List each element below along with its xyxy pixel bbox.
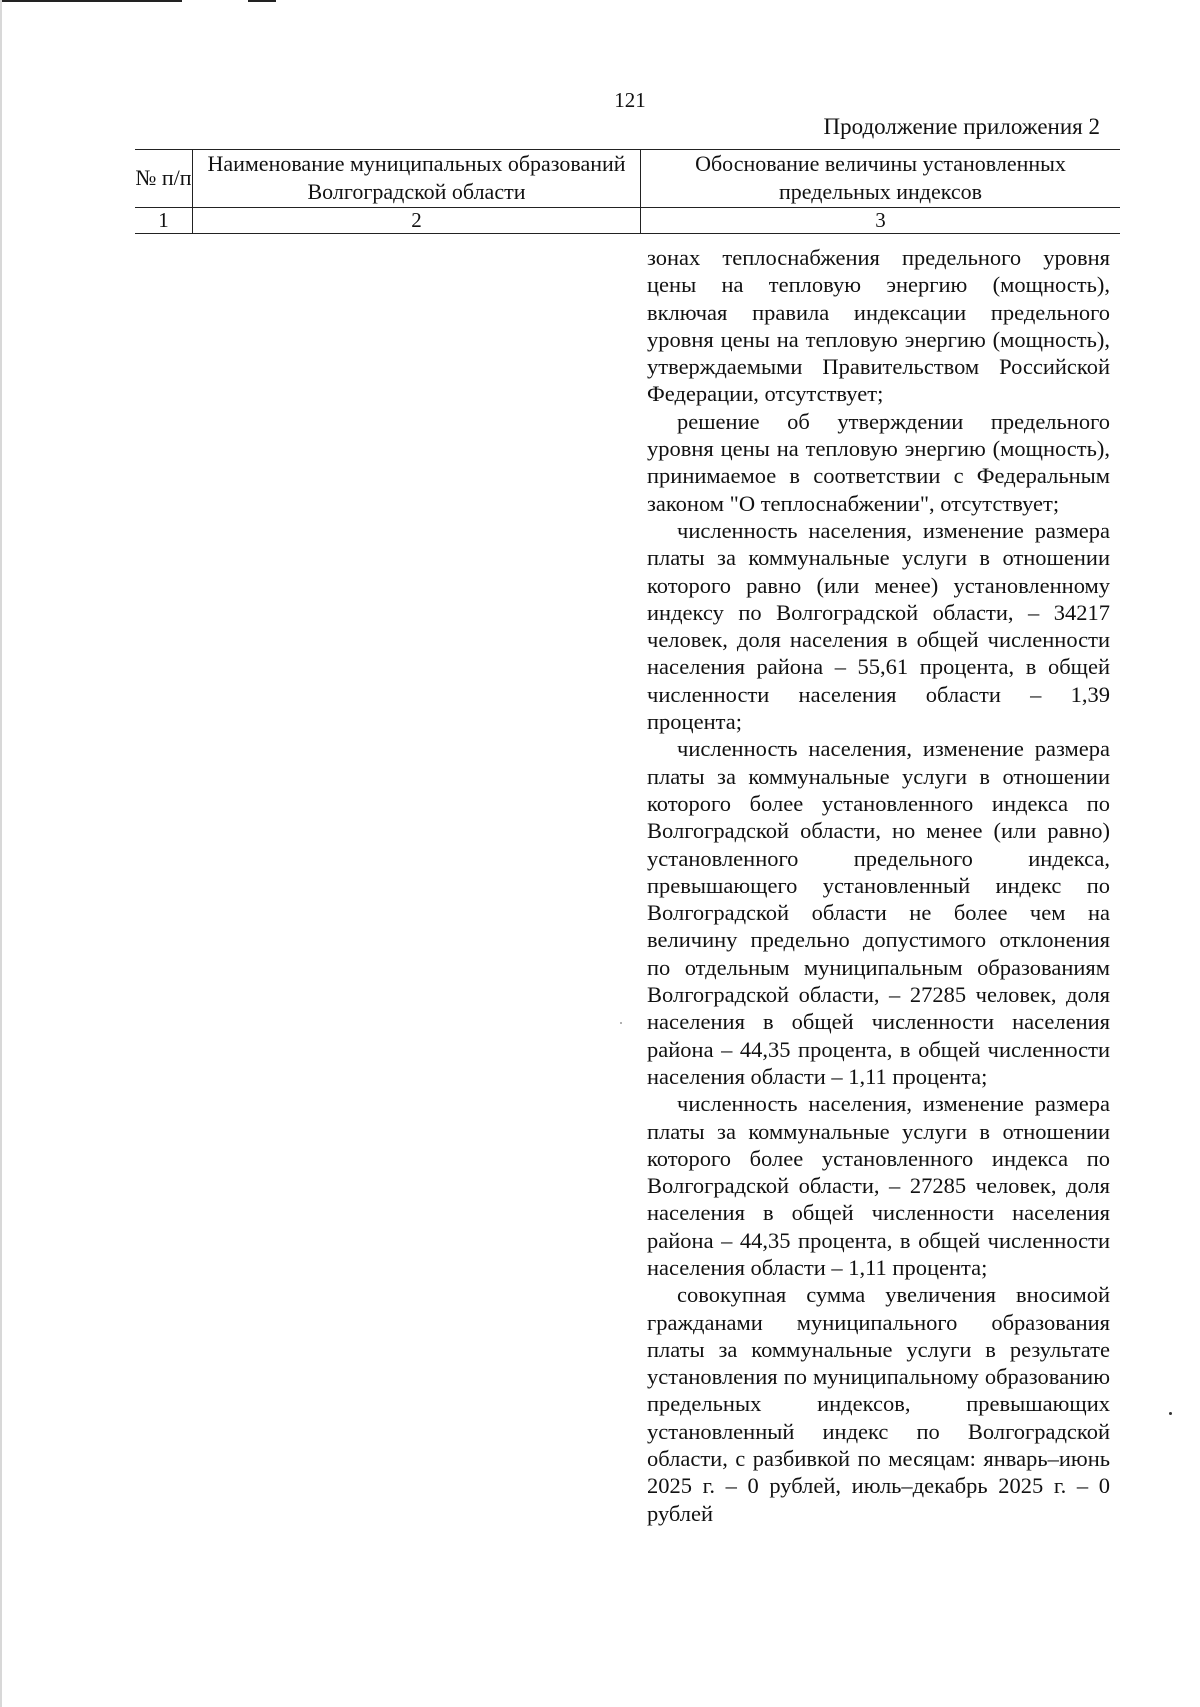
table-rule-numbers bbox=[135, 233, 1120, 234]
paragraph: численность населения, изменение размера платы за коммунальные услуги в отношении которого равно (или менее) установленному индексу по Волгоградской области, – 34217 человек, доля населения в общей численности населения района – 55,61 процента, в общей численности населения области – 1,39 процента; bbox=[647, 517, 1110, 735]
paragraph: зонах теплоснабжения предельного уровня цены на тепловую энергию (мощность), включая правила индексации предельного уровня цены на тепловую энергию (мощность), утверждаемыми Правительством Российской Федерации, отсутствует; bbox=[647, 245, 1110, 407]
paragraph: численность населения, изменение размера платы за коммунальные услуги в отношении которого более установленного индекса по Волгоградской области, но менее (или равно) установленного предельного индекса, превышающего установленный индекс по Волгоградской области не более чем на величину предельно допустимого отклонения по отдельным муниципальным образованиям Волгоградской области, – 27285 человек, доля населения в общей численности населения района – 44,35 процента, в общей численности населения области – 1,11 процента; bbox=[647, 736, 1110, 1089]
paragraph: совокупная сумма увеличения вносимой гражданами муниципального образования платы за коммунальные услуги в результате установления по муниципальному образованию предельных индексов, превышающих установленный индекс по Волгоградской области, с разбивкой по месяцам: январь–июнь 2025 г. – 0 рублей, июль–декабрь 2025 г. – 0 рублей bbox=[647, 1282, 1110, 1526]
scan-speck bbox=[620, 1022, 622, 1024]
justification-cell bbox=[647, 244, 1110, 1527]
column-number-3: 3 bbox=[875, 208, 886, 232]
table-header bbox=[135, 149, 1120, 233]
header-justification: Обоснование величины установленных предельных индексов bbox=[695, 151, 1066, 204]
paragraph: численность населения, изменение размера платы за коммунальные услуги в отношении которого более установленного индекса по Волгоградской области, – 27285 человек, доля населения в общей численности населения района – 44,35 процента, в общей численности населения области – 1,11 процента; bbox=[647, 1091, 1110, 1280]
header-municipality: Наименование муниципальных образований Волгоградской области bbox=[207, 151, 626, 204]
scan-left-edge bbox=[0, 0, 2, 1707]
continuation-label: Продолжение приложения 2 bbox=[823, 114, 1100, 139]
column-number-1: 1 bbox=[158, 208, 169, 232]
scan-edge-mark bbox=[0, 0, 182, 2]
scan-edge-mark bbox=[248, 0, 276, 2]
paragraph: решение об утверждении предельного уровня цены на тепловую энергию (мощность), принимаемое в соответствии с Федеральным законом "О теплоснабжении", отсутствует; bbox=[647, 408, 1110, 516]
header-number: № п/п bbox=[135, 165, 192, 190]
page-number: 121 bbox=[614, 88, 646, 112]
column-number-2: 2 bbox=[411, 208, 422, 232]
scan-speck bbox=[1169, 1412, 1172, 1415]
